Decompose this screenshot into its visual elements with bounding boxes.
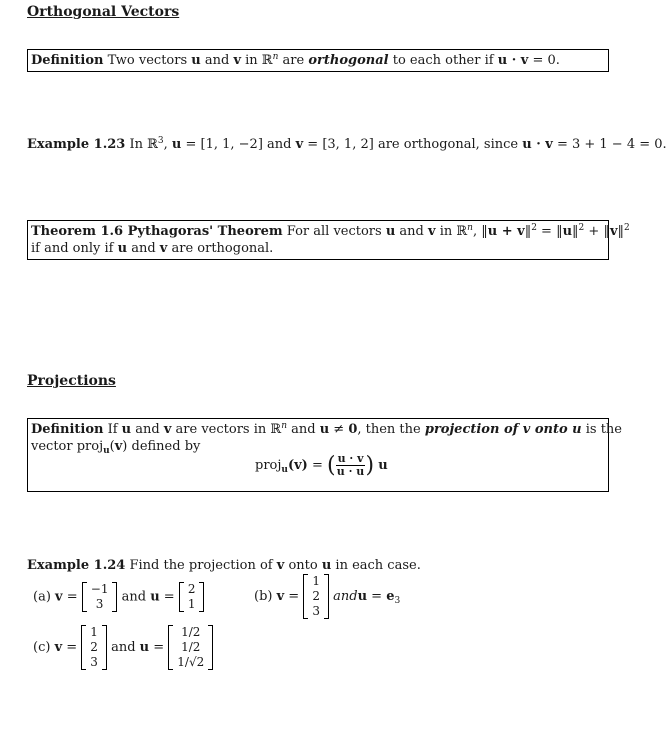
vector-c-v: 1 2 3 [81,625,107,670]
term-projection: projection of v onto u [424,422,582,437]
theorem-label: Theorem 1.6 Pythagoras' Theorem [31,224,283,239]
vector-b-v: 1 2 3 [303,574,329,619]
example-part-c: (c) v = 1 2 3 and u = 1/2 1/2 1/√2 [33,625,213,670]
definition-label: Definition [31,53,104,68]
example-label: Example 1.24 [27,558,126,573]
section-heading-orthogonal: Orthogonal Vectors [27,4,180,20]
definition-label: Definition [31,422,104,437]
example-1-23: Example 1.23 In ℝ$^3$, u = [1, 1, −2] and v = [3, 1, 2] are orthogonal, since u · v = 3 + 1 − 4 = 0. [27,136,667,152]
theorem-line-1: Theorem 1.6 Pythagoras' Theorem For all vectors u and v in ℝ$^n$, ‖u + v‖$^2$ = ‖u‖$^2$ + ‖v‖$^2$ [31,223,630,239]
projection-formula: proj$_u$(v) = ( $\frac{u \cdot v}{u \cdot u}$ ) u [255,452,388,478]
definition-projection-box [27,418,622,492]
definition-orthogonal-text: Definition Two vectors u and v in ℝ$^n$ are orthogonal to each other if u · v = 0. [31,52,560,68]
example-label: Example 1.23 [27,137,126,152]
example-part-b: (b) v = 1 2 3 andu = $e_3$ [254,574,401,618]
example-1-24: Example 1.24 Find the projection of v onto u in each case. [27,558,421,573]
definition-projection-line-2: vector proj$_u$(v) defined by [31,439,201,456]
section-heading-projections: Projections [27,373,116,389]
vector-c-u: 1/2 1/2 1/√2 [168,625,213,670]
definition-projection-line-1: Definition If u and v are vectors in ℝ$^n$ and u ≠ 0, then the projection of v onto u is the [31,421,622,437]
term-orthogonal: orthogonal [308,53,389,68]
theorem-line-2: if and only if u and v are orthogonal. [31,241,274,256]
vector-a-v: −1 3 [82,582,118,612]
example-part-a: (a) v = −1 3 and u = 2 1 [33,582,204,612]
definition-orthogonal-box [27,49,609,72]
vector-a-u: 2 1 [179,582,205,612]
theorem-pythagoras-box [27,220,630,260]
projection-fraction: $\frac{u \cdot v}{u \cdot u}$ [336,452,365,478]
